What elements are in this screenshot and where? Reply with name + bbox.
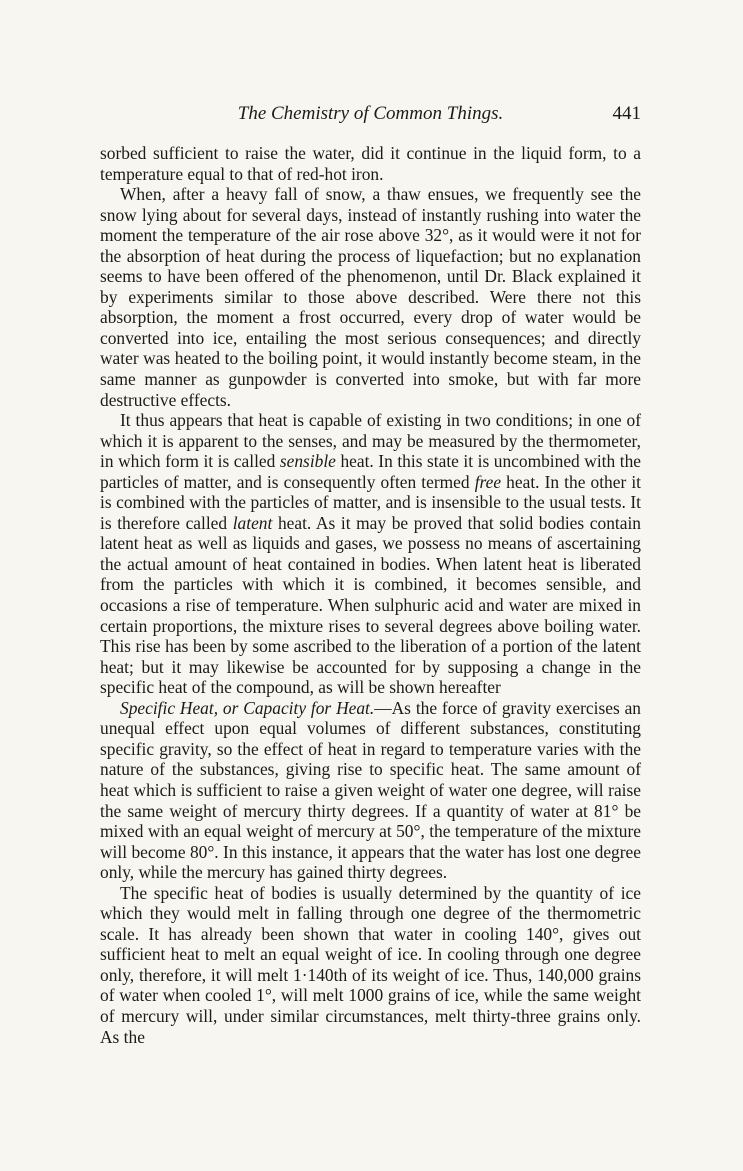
paragraph-text: It thus appears that heat is capable of existing in two conditions; in one of which it is apparent to the senses, and may be measured by the thermometer, in which form it is called xyxy=(100,410,641,472)
italic-text: latent xyxy=(232,512,273,533)
paragraph-text: heat. In the other it is combined with the particles of matter, and is insensible to the usual tests. It is therefore called xyxy=(100,471,641,533)
paragraph-text: When, after a heavy fall of snow, a thaw ensues, we frequently see the snow lying about for several days, instead of instantly rushing into water the moment the temperature of the air rose above 32°, as it would were it not for the absorption of heat during the process of liquefaction; but no explanation seems to have been offered of the phenomenon, until Dr. Black explained it by experiments similar to those above described. Were there not this absorption, the moment a frost occurred, every drop of water would be converted into ice, entailing the most serious consequences; and directly water was heated to the boiling point, it would instantly become steam, in the same manner as gunpowder is converted into smoke, but with far more destructive effects. xyxy=(100,184,641,410)
paragraph xyxy=(100,410,641,698)
paragraph-text: The specific heat of bodies is usually determined by the quantity of ice which they would melt in falling through one degree of the thermometric scale. It has already been shown that water in cooling 140°, gives out sufficient heat to melt an equal weight of ice. In cooling through one degree only, therefore, it will melt 1·140th of its weight of ice. Thus, 140,000 grains of water when cooled 1°, will melt 1000 grains of ice, while the same weight of mercury will, under similar circumstances, melt thirty-three grains only. As the xyxy=(100,882,641,1047)
paragraph-text: sorbed sufficient to raise the water, did it continue in the liquid form, to a temperature equal to that of red-hot iron. xyxy=(100,143,641,184)
paragraph-text: —As the force of gravity exercises an unequal effect upon equal volumes of different substances, constituting specific gravity, so the effect of heat in regard to temperature varies with the nature of the substances, giving rise to specific heat. The same amount of heat which is sufficient to raise a given weight of water one degree, will raise the same weight of mercury thirty degrees. If a quantity of water at 81° be mixed with an equal weight of mercury at 50°, the temperature of the mixture will become 80°. In this instance, it appears that the water has lost one degree only, while the mercury has gained thirty degrees. xyxy=(100,697,641,883)
italic-text: free xyxy=(474,471,502,492)
paragraph xyxy=(100,143,641,184)
running-title: The Chemistry of Common Things. xyxy=(237,103,504,124)
body-text xyxy=(100,143,641,1047)
paragraph-text: heat. As it may be proved that solid bodies contain latent heat as well as liquids and gases, we possess no means of ascertaining the actual amount of heat contained in bodies. When latent heat is liberated from the particles with which it is combined, it becomes sensible, and occasions a rise of temperature. When sulphuric acid and water are mixed in certain proportions, the mixture rises to several degrees above boiling water. This rise has been by some ascribed to the liberation of a portion of the latent heat; but it may likewise be accounted for by supposing a change in the specific heat of the compound, as will be shown hereafter xyxy=(100,512,641,698)
paragraph xyxy=(100,184,641,410)
paragraph xyxy=(100,883,641,1047)
paragraph xyxy=(100,698,641,883)
page-number: 441 xyxy=(612,103,641,124)
paragraph-text: heat. In this state it is uncombined with the particles of matter, and is consequently often termed xyxy=(100,451,641,492)
italic-text: sensible xyxy=(279,451,336,472)
italic-text: Specific Heat, or Capacity for Heat. xyxy=(120,697,375,718)
running-header xyxy=(100,101,641,131)
